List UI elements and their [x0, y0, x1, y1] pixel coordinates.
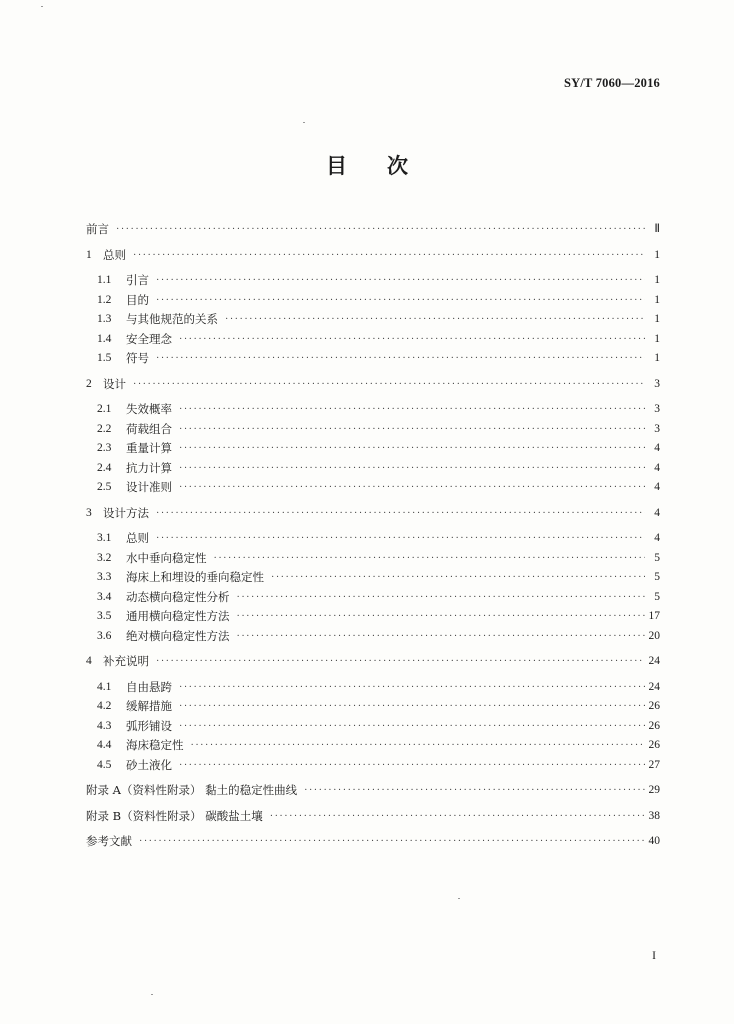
toc-entry-appendix-b[interactable] [86, 807, 660, 827]
toc-entry-page: 4 [654, 506, 660, 519]
toc-entry-label: 符号 [126, 351, 149, 365]
toc-entry-number: 4.5 [97, 758, 112, 771]
dot-leader [271, 568, 645, 588]
toc-entry-number: 2.4 [97, 461, 112, 474]
toc-entry-page: 3 [654, 377, 660, 390]
toc-entry-page: Ⅱ [654, 223, 660, 235]
toc-entry-1-5[interactable] [86, 349, 660, 369]
toc-entry-label: 附录 A（资料性附录） 黏土的稳定性曲线 [86, 783, 298, 797]
dot-leader [304, 781, 645, 801]
toc-entry-number: 4.1 [97, 680, 112, 693]
toc-entry-page: 40 [648, 835, 660, 847]
toc-entry-page: 26 [648, 739, 660, 751]
toc-entry-number: 2.3 [97, 442, 112, 454]
toc-entry-label: 海床上和埋设的垂向稳定性 [126, 570, 264, 584]
dot-leader [237, 588, 646, 608]
toc-entry-number: 4.4 [97, 739, 112, 751]
toc-entry-number: 1 [86, 248, 92, 261]
toc-entry-page: 24 [648, 655, 660, 667]
dot-leader [179, 478, 645, 498]
toc-entry-label: 海床稳定性 [126, 738, 184, 752]
dot-leader [156, 504, 645, 524]
toc-entry-page: 5 [654, 571, 660, 583]
toc-entry-page: 3 [654, 422, 660, 435]
toc-entry-label: 安全理念 [126, 331, 172, 346]
toc-entry-2-3[interactable] [86, 439, 660, 459]
toc-entry-1-1[interactable] [86, 271, 660, 291]
toc-entry-2-5[interactable] [86, 478, 660, 498]
dot-leader [156, 271, 645, 291]
dot-leader [133, 246, 645, 266]
toc-entry-label: 水中垂向稳定性 [126, 550, 207, 565]
page-number: I [652, 950, 656, 962]
toc-entry-3-3[interactable] [86, 568, 660, 588]
dot-leader [179, 717, 645, 737]
toc-entry-page: 26 [648, 719, 660, 732]
dot-leader [179, 439, 645, 459]
toc-entry-label: 目的 [126, 292, 149, 307]
scan-speck [151, 994, 153, 995]
toc-entry-label: 引言 [126, 273, 149, 287]
toc-entry-page: 3 [654, 403, 660, 415]
scan-speck [303, 122, 305, 123]
toc-entry-number: 1.1 [97, 274, 112, 286]
dot-leader [179, 678, 645, 698]
toc-entry-2-4[interactable] [86, 459, 660, 479]
dot-leader [133, 375, 645, 395]
dot-leader [179, 400, 645, 420]
dot-leader [179, 420, 645, 440]
toc-entry-number: 3.3 [97, 571, 112, 583]
toc-entry-label: 荷载组合 [126, 421, 172, 436]
toc-entry-3-2[interactable] [86, 549, 660, 569]
toc-entry-label: 总则 [126, 531, 149, 545]
toc-entry-4-4[interactable] [86, 736, 660, 756]
toc-entry-chapter-3[interactable] [86, 504, 660, 524]
scan-speck [41, 6, 43, 7]
toc-entry-number: 1.5 [97, 352, 112, 364]
toc-entry-references[interactable] [86, 832, 660, 852]
dot-leader [237, 627, 646, 647]
dot-leader [116, 220, 645, 240]
toc-entry-1-2[interactable] [86, 291, 660, 311]
toc-entry-foreword[interactable] [86, 220, 660, 240]
toc-entry-page: 4 [654, 532, 660, 544]
toc-entry-label: 前言 [86, 222, 109, 236]
toc-entry-appendix-a[interactable] [86, 781, 660, 801]
toc-entry-page: 5 [654, 590, 660, 603]
toc-entry-page: 5 [654, 551, 660, 564]
dot-leader [191, 736, 646, 756]
dot-leader [179, 330, 645, 350]
toc-entry-chapter-2[interactable] [86, 375, 660, 395]
toc-entry-page: 38 [648, 809, 660, 822]
toc-entry-number: 3.4 [97, 590, 112, 603]
toc-entry-number: 4.2 [97, 700, 112, 712]
toc-entry-number: 4.3 [97, 719, 112, 732]
toc-entry-page: 1 [654, 293, 660, 306]
page-title [0, 150, 734, 180]
toc-entry-page: 4 [654, 461, 660, 474]
toc-entry-number: 4 [86, 655, 92, 667]
toc-entry-page: 24 [648, 680, 660, 693]
toc-entry-page: 27 [648, 758, 660, 771]
toc-entry-label: 砂土液化 [126, 757, 172, 772]
toc-entry-1-4[interactable] [86, 330, 660, 350]
toc-entry-page: 1 [654, 274, 660, 286]
toc-entry-2-1[interactable] [86, 400, 660, 420]
toc-entry-3-6[interactable] [86, 627, 660, 647]
dot-leader [156, 652, 645, 672]
dot-leader [214, 549, 646, 569]
toc-entry-number: 1.2 [97, 293, 112, 306]
toc-entry-page: 1 [654, 332, 660, 345]
toc-entry-label: 动态横向稳定性分析 [126, 589, 230, 604]
toc-entry-label: 绝对横向稳定性方法 [126, 628, 230, 643]
toc-entry-label: 补充说明 [103, 654, 149, 668]
toc-entry-page: 29 [648, 784, 660, 796]
dot-leader [156, 291, 645, 311]
dot-leader [270, 807, 645, 827]
toc-entry-chapter-4[interactable] [86, 652, 660, 672]
toc-entry-page: 1 [654, 248, 660, 261]
toc-entry-number: 2.5 [97, 481, 112, 493]
dot-leader [225, 310, 645, 330]
toc-entry-page: 20 [648, 629, 660, 642]
toc-entry-label: 参考文献 [86, 834, 132, 848]
toc-entry-label: 自由悬跨 [126, 679, 172, 694]
toc-entry-number: 3.6 [97, 629, 112, 642]
toc-entry-label: 抗力计算 [126, 460, 172, 475]
dot-leader [179, 459, 645, 479]
toc-entry-number: 3 [86, 506, 92, 519]
toc-entry-page: 26 [648, 700, 660, 712]
toc-entry-label: 缓解措施 [126, 699, 172, 713]
toc-entry-3-5[interactable] [86, 607, 660, 627]
toc-entry-label: 总则 [103, 247, 126, 262]
toc-entry-3-4[interactable] [86, 588, 660, 608]
toc-entry-4-2[interactable] [86, 697, 660, 717]
toc-entry-number: 3.5 [97, 610, 112, 622]
toc-entry-4-3[interactable] [86, 717, 660, 737]
toc-entry-label: 附录 B（资料性附录） 碳酸盐土壤 [86, 808, 263, 823]
standard-code: SY/T 7060—2016 [564, 76, 660, 90]
toc-entry-number: 1.3 [97, 313, 112, 325]
toc-entry-page: 4 [654, 442, 660, 454]
dot-leader [179, 697, 645, 717]
toc-entry-label: 设计准则 [126, 480, 172, 494]
toc-entry-label: 与其他规范的关系 [126, 312, 218, 326]
toc-entry-2-2[interactable] [86, 420, 660, 440]
toc-entry-label: 弧形铺设 [126, 718, 172, 733]
dot-leader [156, 529, 645, 549]
toc-entry-page: 1 [654, 352, 660, 364]
toc-entry-number: 2.1 [97, 403, 112, 415]
toc-entry-number: 3.2 [97, 551, 112, 564]
toc-entry-number: 3.1 [97, 532, 112, 544]
toc-entry-1-3[interactable] [86, 310, 660, 330]
dot-leader [237, 607, 646, 627]
toc-entry-label: 设计 [103, 376, 126, 391]
toc-entry-4-1[interactable] [86, 678, 660, 698]
toc-entry-number: 2.2 [97, 422, 112, 435]
toc-entry-label: 重量计算 [126, 441, 172, 455]
toc-entry-label: 设计方法 [103, 505, 149, 520]
title-char-2: 次 [387, 154, 408, 178]
toc-entry-label: 通用横向稳定性方法 [126, 609, 230, 623]
toc-entry-page: 17 [648, 610, 660, 622]
table-of-contents [86, 220, 660, 852]
toc-entry-label: 失效概率 [126, 402, 172, 416]
toc-entry-3-1[interactable] [86, 529, 660, 549]
dot-leader [156, 349, 645, 369]
toc-entry-chapter-1[interactable] [86, 246, 660, 266]
toc-entry-number: 2 [86, 377, 92, 390]
title-char-1: 目 [326, 154, 347, 178]
toc-entry-page: 1 [654, 313, 660, 325]
dot-leader [139, 832, 645, 852]
toc-entry-4-5[interactable] [86, 756, 660, 776]
toc-entry-page: 4 [654, 481, 660, 493]
scan-speck [458, 898, 460, 899]
dot-leader [179, 756, 645, 776]
toc-entry-number: 1.4 [97, 332, 112, 345]
